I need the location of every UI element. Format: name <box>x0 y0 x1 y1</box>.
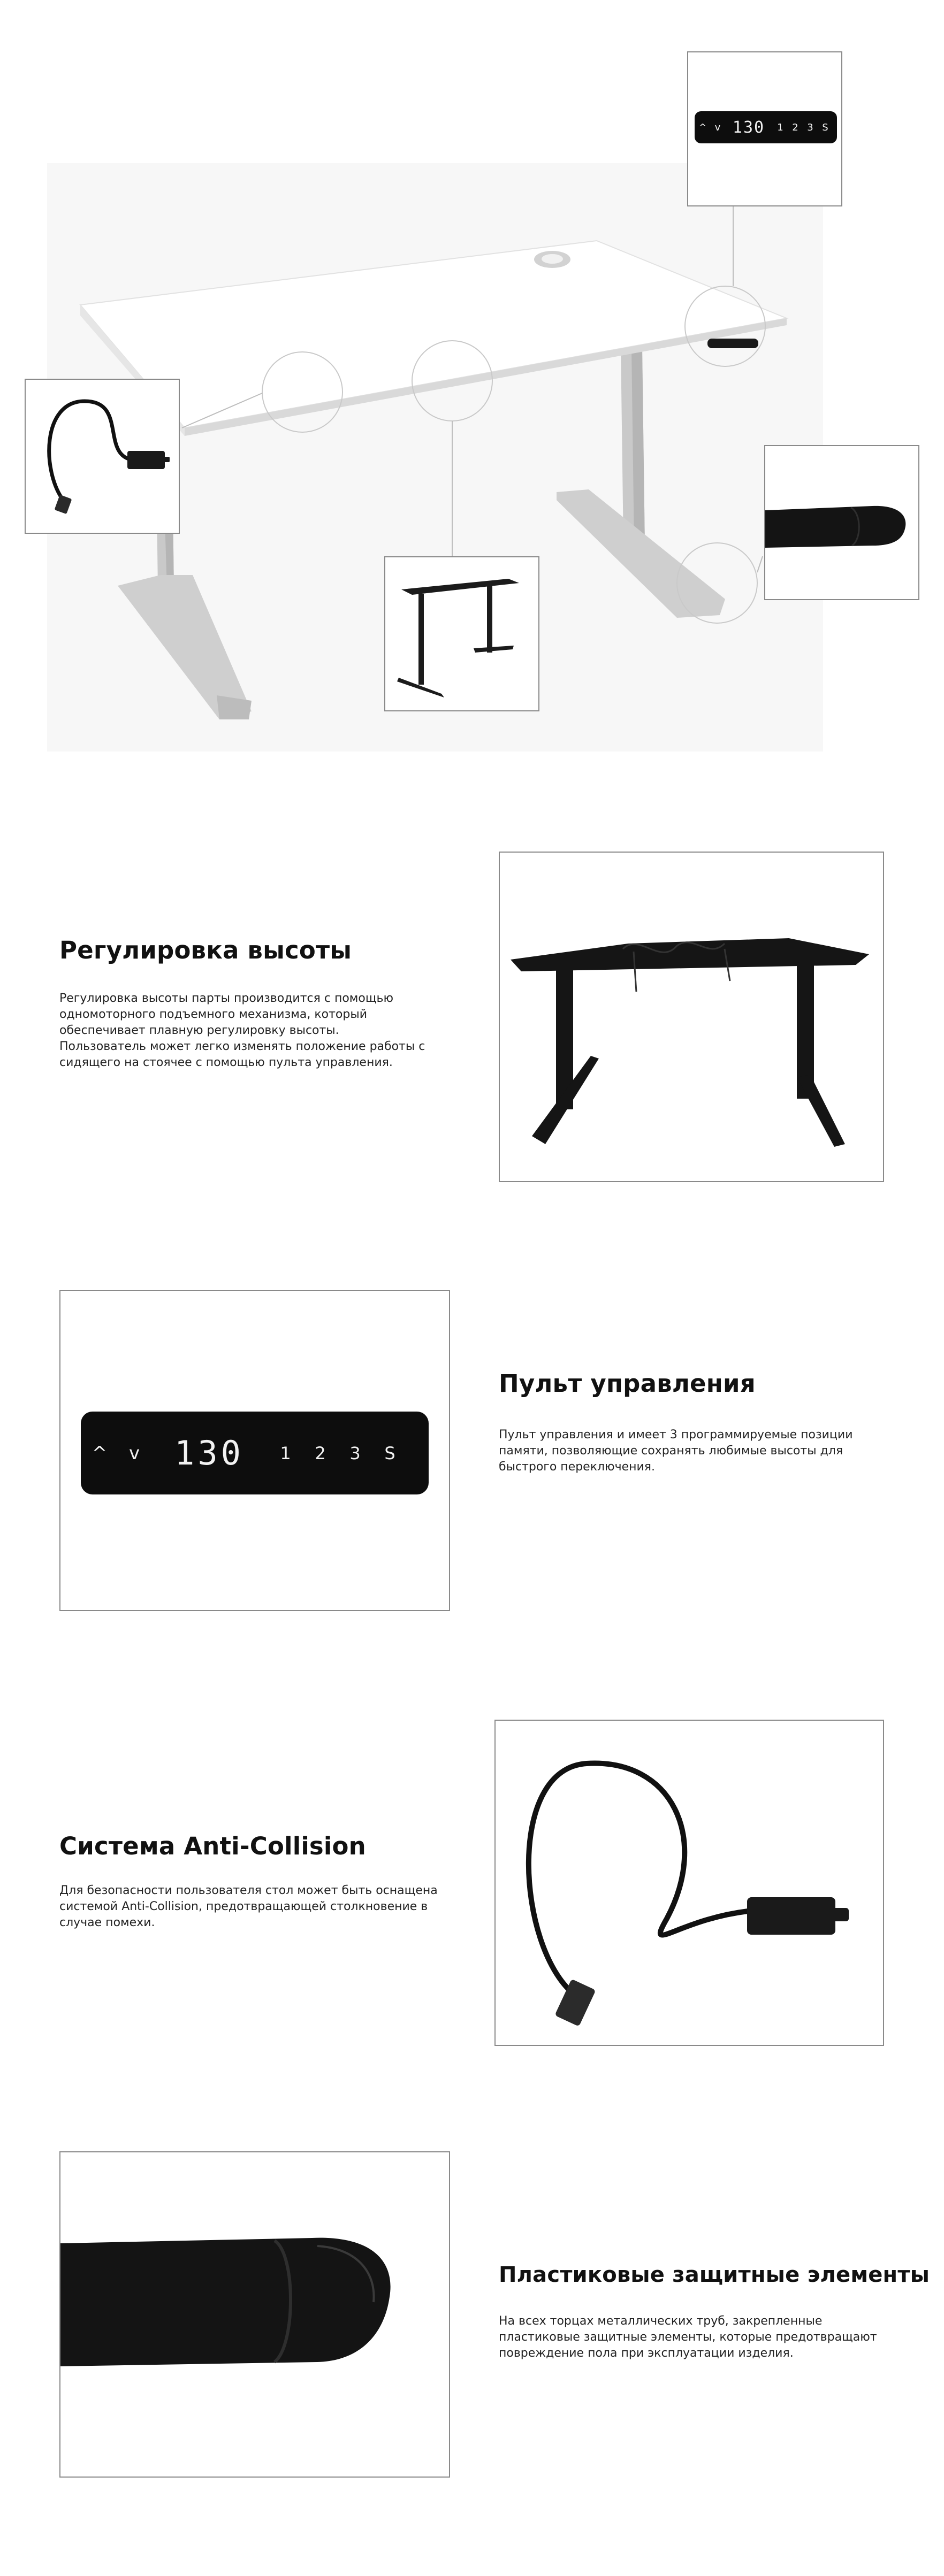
hero-section <box>0 0 944 760</box>
section-height-image-frame <box>499 852 884 1182</box>
anti-collision-cable-image <box>26 380 179 533</box>
down-arrow-icon: v <box>128 1442 140 1464</box>
plastic-endcap-image <box>60 2152 449 2477</box>
section-caps-title: Пластиковые защитные элементы <box>499 2263 930 2287</box>
callout-panel-thumb <box>687 51 842 206</box>
section-panel-title: Пульт управления <box>499 1369 756 1398</box>
memory-1-key: 1 <box>777 121 783 133</box>
control-panel-mini <box>695 111 837 143</box>
memory-3-key: 3 <box>807 121 813 133</box>
callout-endcap-thumb <box>764 445 919 600</box>
up-arrow-icon: ^ <box>698 121 707 133</box>
height-display: 130 <box>174 1433 244 1473</box>
section-panel-text: Пульт управления и имеет 3 программируемые позиции памяти, позволяющие сохранять любимые высоты для быстрого переключения. <box>499 1428 853 1474</box>
control-panel <box>81 1412 429 1494</box>
plastic-endcap-image <box>765 446 918 599</box>
save-key: S <box>822 121 828 133</box>
anti-collision-cable-image <box>496 1721 883 2045</box>
section-height-title: Регулировка высоты <box>59 936 352 964</box>
section-panel-image-frame <box>59 1290 450 1611</box>
memory-2-key: 2 <box>792 121 798 133</box>
desk-frame-image <box>385 557 538 710</box>
save-key: S <box>384 1443 395 1463</box>
height-display: 130 <box>732 118 765 137</box>
section-collision-text: Для безопасности пользователя стол может быть оснащена системой Anti-Collision, предотвращающей столкновение в случае помехи. <box>59 1884 438 1929</box>
section-collision-image-frame <box>494 1720 884 2046</box>
up-arrow-icon: ^ <box>92 1442 108 1464</box>
section-height-text: Регулировка высоты парты производится с помощью одномоторного подъемного механизма, который обеспечивает плавную регулировку высоты. Пользователь может легко изменять положение работы с сидящего на стоячее с помощью пульта управления. <box>59 992 425 1069</box>
section-caps-image-frame <box>59 2151 450 2478</box>
memory-3-key: 3 <box>349 1443 361 1463</box>
callout-cable-thumb <box>25 379 180 534</box>
callout-frame-thumb <box>384 556 539 711</box>
down-arrow-icon: v <box>714 121 721 133</box>
section-caps-text: На всех торцах металлических труб, закрепленные пластиковые защитные элементы, которые предотвращают повреждение пола при эксплуатации изделия. <box>499 2314 877 2360</box>
section-collision-title: Система Anti-Collision <box>59 1832 366 1860</box>
memory-1-key: 1 <box>280 1443 291 1463</box>
memory-2-key: 2 <box>315 1443 326 1463</box>
black-frame-image <box>500 853 883 1181</box>
